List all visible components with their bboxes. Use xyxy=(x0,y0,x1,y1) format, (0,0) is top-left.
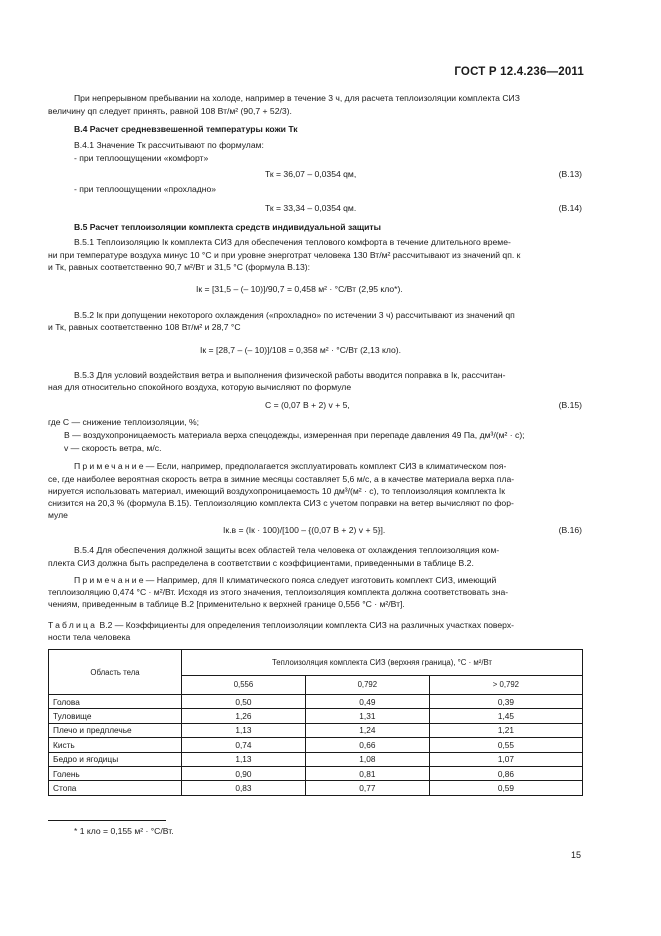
table-row xyxy=(49,781,583,795)
section-b4-heading: В.4 Расчет средневзвешенной температуры кожи Тк xyxy=(74,124,298,134)
eq-number-b15: (В.15) xyxy=(558,400,582,410)
note-1-line-2: се, где наиболее вероятная скорость ветра в зимние месяцы составляет 5,6 м/с, а в качестве материала верха пла- xyxy=(48,474,515,484)
row-v3: 1,07 xyxy=(429,752,582,766)
b52-line-2: и Тк, равных соответственно 108 Вт/м² и 28,7 °С xyxy=(48,322,241,332)
note-1-line-5: муле xyxy=(48,510,68,520)
row-v3: 1,21 xyxy=(429,723,582,737)
table-row xyxy=(49,695,583,709)
row-v2: 1,24 xyxy=(305,723,429,737)
row-v3: 1,45 xyxy=(429,709,582,723)
row-v1: 0,74 xyxy=(182,738,306,752)
header-area: Область тела xyxy=(49,650,182,695)
row-v3: 0,59 xyxy=(429,781,582,795)
table-caption-line-1 xyxy=(48,620,514,630)
note-2-text-1: — Например, для II климатического пояса следует изготовить комплект СИЗ, имеющий xyxy=(145,575,497,585)
b51-line-2: ни при температуре воздуха минус 10 °С и при уровне энерготрат человека 130 Вт/м² рассчитывают из значений qп. к xyxy=(48,250,521,260)
row-area: Голова xyxy=(49,695,182,709)
note-1-label: Примечание xyxy=(74,461,146,471)
table-row xyxy=(49,709,583,723)
row-area: Туловище xyxy=(49,709,182,723)
table-header-row xyxy=(49,650,583,676)
row-v2: 0,49 xyxy=(305,695,429,709)
row-v2: 0,66 xyxy=(305,738,429,752)
b54-line-2: плекта СИЗ должна быть распределена в соответствии с коэффициентами, приведенными в таблице В.2. xyxy=(48,558,474,568)
row-v1: 1,26 xyxy=(182,709,306,723)
b41-text: В.4.1 Значение Тк рассчитывают по формулам: xyxy=(74,140,264,150)
where-v: v — скорость ветра, м/с. xyxy=(64,443,162,453)
where-b: В — воздухопроницаемость материала верха спецодежды, измеренная при перепаде давления 49 Па, дм³/(м² · с); xyxy=(64,430,525,440)
header-col-2: 0,792 xyxy=(305,675,429,694)
table-row xyxy=(49,738,583,752)
footnote: * 1 кло = 0,155 м² · °С/Вт. xyxy=(74,826,174,836)
row-area: Стопа xyxy=(49,781,182,795)
row-v1: 0,90 xyxy=(182,766,306,780)
row-v2: 1,08 xyxy=(305,752,429,766)
cool-label: - при теплоощущении «прохладно» xyxy=(74,184,217,194)
row-area: Плечо и предплечье xyxy=(49,723,182,737)
b53-line-1: В.5.3 Для условий воздействия ветра и выполнения физической работы вводится поправка в Iк, рассчитан- xyxy=(74,370,506,380)
eq-number-b13: (В.13) xyxy=(558,169,582,179)
row-v1: 1,13 xyxy=(182,752,306,766)
table-row xyxy=(49,752,583,766)
header-group: Теплоизоляция комплекта СИЗ (верхняя граница), °С · м²/Вт xyxy=(182,650,583,676)
note-2-line-2: теплоизоляцию 0,474 °С · м²/Вт. Исходя из этого значения, теплоизоляция комплекта должна соответствовать зна- xyxy=(48,587,509,597)
note-2-line-1 xyxy=(74,575,496,585)
formula-b16: Iк.в = (Iк · 100)/[100 – {(0,07 В + 2) v + 5}]. xyxy=(223,525,386,535)
row-v1: 0,83 xyxy=(182,781,306,795)
note-1-line-4: снизится на 20,3 % (формула В.15). Теплоизоляцию комплекта СИЗ с учетом поправки на ветер вычисляют по фор- xyxy=(48,498,514,508)
eq-number-b14: (В.14) xyxy=(558,203,582,213)
document-header: ГОСТ Р 12.4.236—2011 xyxy=(454,66,584,78)
note-1-line-3: нируется использовать материал, имеющий воздухопроницаемость 10 дм³/(м² · с), то теплоизоляция комплекта Iк xyxy=(48,486,506,496)
row-area: Бедро и ягодицы xyxy=(49,752,182,766)
table-caption-text: В.2 — Коэффициенты для определения теплоизоляции комплекта СИЗ на различных участках поверх- xyxy=(99,620,515,630)
formula-ik-comfort: Iк = [31,5 – (– 10)]/90,7 = 0,458 м² · °С/Вт (2,95 кло*). xyxy=(196,284,403,294)
row-v1: 1,13 xyxy=(182,723,306,737)
row-v2: 0,81 xyxy=(305,766,429,780)
table-row xyxy=(49,766,583,780)
formula-ik-cool: Iк = [28,7 – (– 10)]/108 = 0,358 м² · °С/Вт (2,13 кло). xyxy=(200,345,402,355)
b53-line-2: ная для относительно спокойного воздуха, которую вычисляют по формуле xyxy=(48,382,352,392)
note-2-label: Примечание xyxy=(74,575,146,585)
row-area: Голень xyxy=(49,766,182,780)
formula-b13: Тк = 36,07 – 0,0354 qм, xyxy=(265,169,357,179)
eq-number-b16: (В.16) xyxy=(558,525,582,535)
footnote-rule xyxy=(48,820,166,821)
table-row xyxy=(49,723,583,737)
b52-line-1: В.5.2 Iк при допущении некоторого охлаждения («прохладно» по истечении 3 ч) рассчитывают из значений qп xyxy=(74,310,515,320)
row-v3: 0,39 xyxy=(429,695,582,709)
row-v1: 0,50 xyxy=(182,695,306,709)
note-1-text-1: — Если, например, предполагается эксплуатировать комплект СИЗ в климатическом поя- xyxy=(145,461,507,471)
row-v3: 0,86 xyxy=(429,766,582,780)
row-area: Кисть xyxy=(49,738,182,752)
table-caption-line-2: ности тела человека xyxy=(48,632,131,642)
intro-line-2: величину qп следует принять, равной 108 Вт/м² (90,7 + 52/3). xyxy=(48,106,292,116)
b51-line-1: В.5.1 Теплоизоляцию Iк комплекта СИЗ для обеспечения теплового комфорта в течение длительного време- xyxy=(74,237,511,247)
b54-line-1: В.5.4 Для обеспечения должной защиты всех областей тела человека от охлаждения теплоизоляция ком- xyxy=(74,545,500,555)
section-b5-heading: В.5 Расчет теплоизоляции комплекта средств индивидуальной защиты xyxy=(74,222,381,232)
header-col-1: 0,556 xyxy=(182,675,306,694)
table-caption-label: Таблица xyxy=(48,620,98,630)
row-v2: 0,77 xyxy=(305,781,429,795)
note-1-line-1 xyxy=(74,461,506,471)
b51-line-3: и Тк, равных соответственно 90,7 м²/Вт и 31,5 °С (формула В.13): xyxy=(48,262,311,272)
formula-b15: С = (0,07 В + 2) v + 5, xyxy=(265,400,350,410)
header-col-3: > 0,792 xyxy=(429,675,582,694)
comfort-label: - при теплоощущении «комфорт» xyxy=(74,153,209,163)
where-c: где С — снижение теплоизоляции, %; xyxy=(48,417,199,427)
formula-b14: Тк = 33,34 – 0,0354 qм. xyxy=(265,203,357,213)
page-number: 15 xyxy=(570,850,581,860)
coefficients-table xyxy=(48,649,583,796)
row-v3: 0,55 xyxy=(429,738,582,752)
note-2-line-3: чениям, приведенным в таблице В.2 [применительно к верхней границе 0,556 °С · м²/Вт]. xyxy=(48,599,405,609)
row-v2: 1,31 xyxy=(305,709,429,723)
intro-line-1: При непрерывном пребывании на холоде, например в течение 3 ч, для расчета теплоизоляции комплекта СИЗ xyxy=(74,93,520,103)
